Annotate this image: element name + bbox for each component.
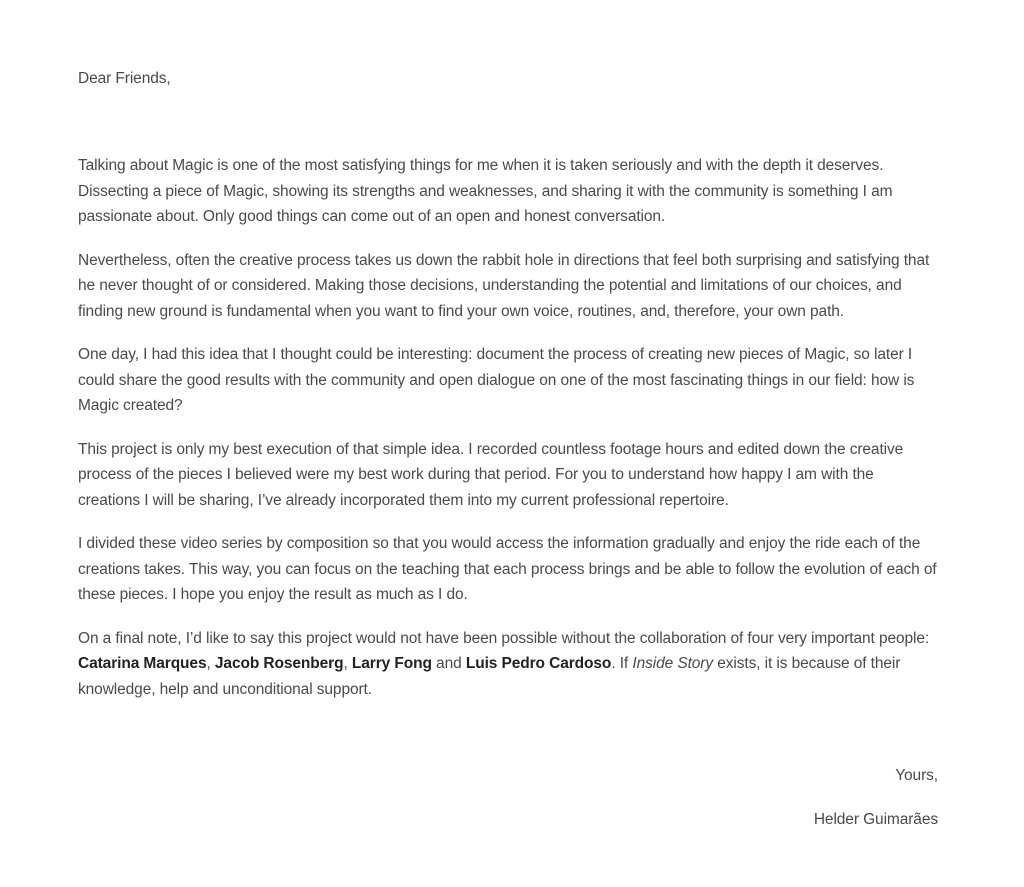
letter-body — [78, 153, 938, 702]
final-paragraph-intro: On a final note, I’d like to say this project would not have been possible without the collaboration of four very important people: — [78, 629, 930, 647]
paragraph: One day, I had this idea that I thought could be interesting: document the process of creating new pieces of Magic, so later I could share the good results with the community and open dialogue on one of the most fascinating things in our field: how is Magic created? — [78, 346, 915, 414]
paragraph: This project is only my best execution of that simple idea. I recorded countless footage hours and edited down the creative process of the pieces I believed were my best work during that period. For you to understand how happy I am with the creations I will be sharing, I’ve already incorporated them into my current professional repertoire. — [78, 440, 904, 509]
paragraph: Nevertheless, often the creative process takes us down the rabbit hole in directions that feel both surprising and satisfying that he never thought of or considered. Making those decisions, understanding the potential and limitations of our choices, and finding new ground is fundamental when you want to find your own voice, routines, and, therefore, your own path. — [78, 251, 930, 320]
person-name: Catarina Marques — [78, 655, 207, 672]
separator: , — [206, 655, 215, 672]
signoff: Yours, — [895, 767, 938, 784]
final-paragraph-outro: exists, it is because of their knowledge, help and unconditional support. — [78, 655, 901, 698]
separator: , — [343, 655, 352, 672]
final-paragraph-mid: . If — [611, 655, 633, 672]
paragraph: Talking about Magic is one of the most satisfying things for me when it is taken seriously and with the depth it deserves. Dissecting a piece of Magic, showing its strengths and weaknesses, and sharing it with the community is something I am passionate about. Only good things can come out of an open and honest conversation. — [78, 157, 893, 225]
salutation: Dear Friends, — [78, 70, 171, 87]
project-title: Inside Story — [632, 655, 714, 672]
separator: and — [431, 655, 466, 672]
paragraph: I divided these video series by composition so that you would access the information gradually and enjoy the ride each of the creations takes. This way, you can focus on the teaching that each process brings and be able to follow the evolution of each of these pieces. I hope you enjoy the result as much as I do. — [78, 535, 937, 603]
final-paragraph — [78, 626, 938, 703]
person-name: Luis Pedro Cardoso — [465, 655, 612, 672]
person-name: Jacob Rosenberg — [214, 655, 344, 672]
letter-closing — [78, 763, 938, 832]
person-name: Larry Fong — [351, 655, 432, 672]
letter — [78, 0, 938, 832]
signature: Helder Guimarães — [813, 810, 938, 828]
